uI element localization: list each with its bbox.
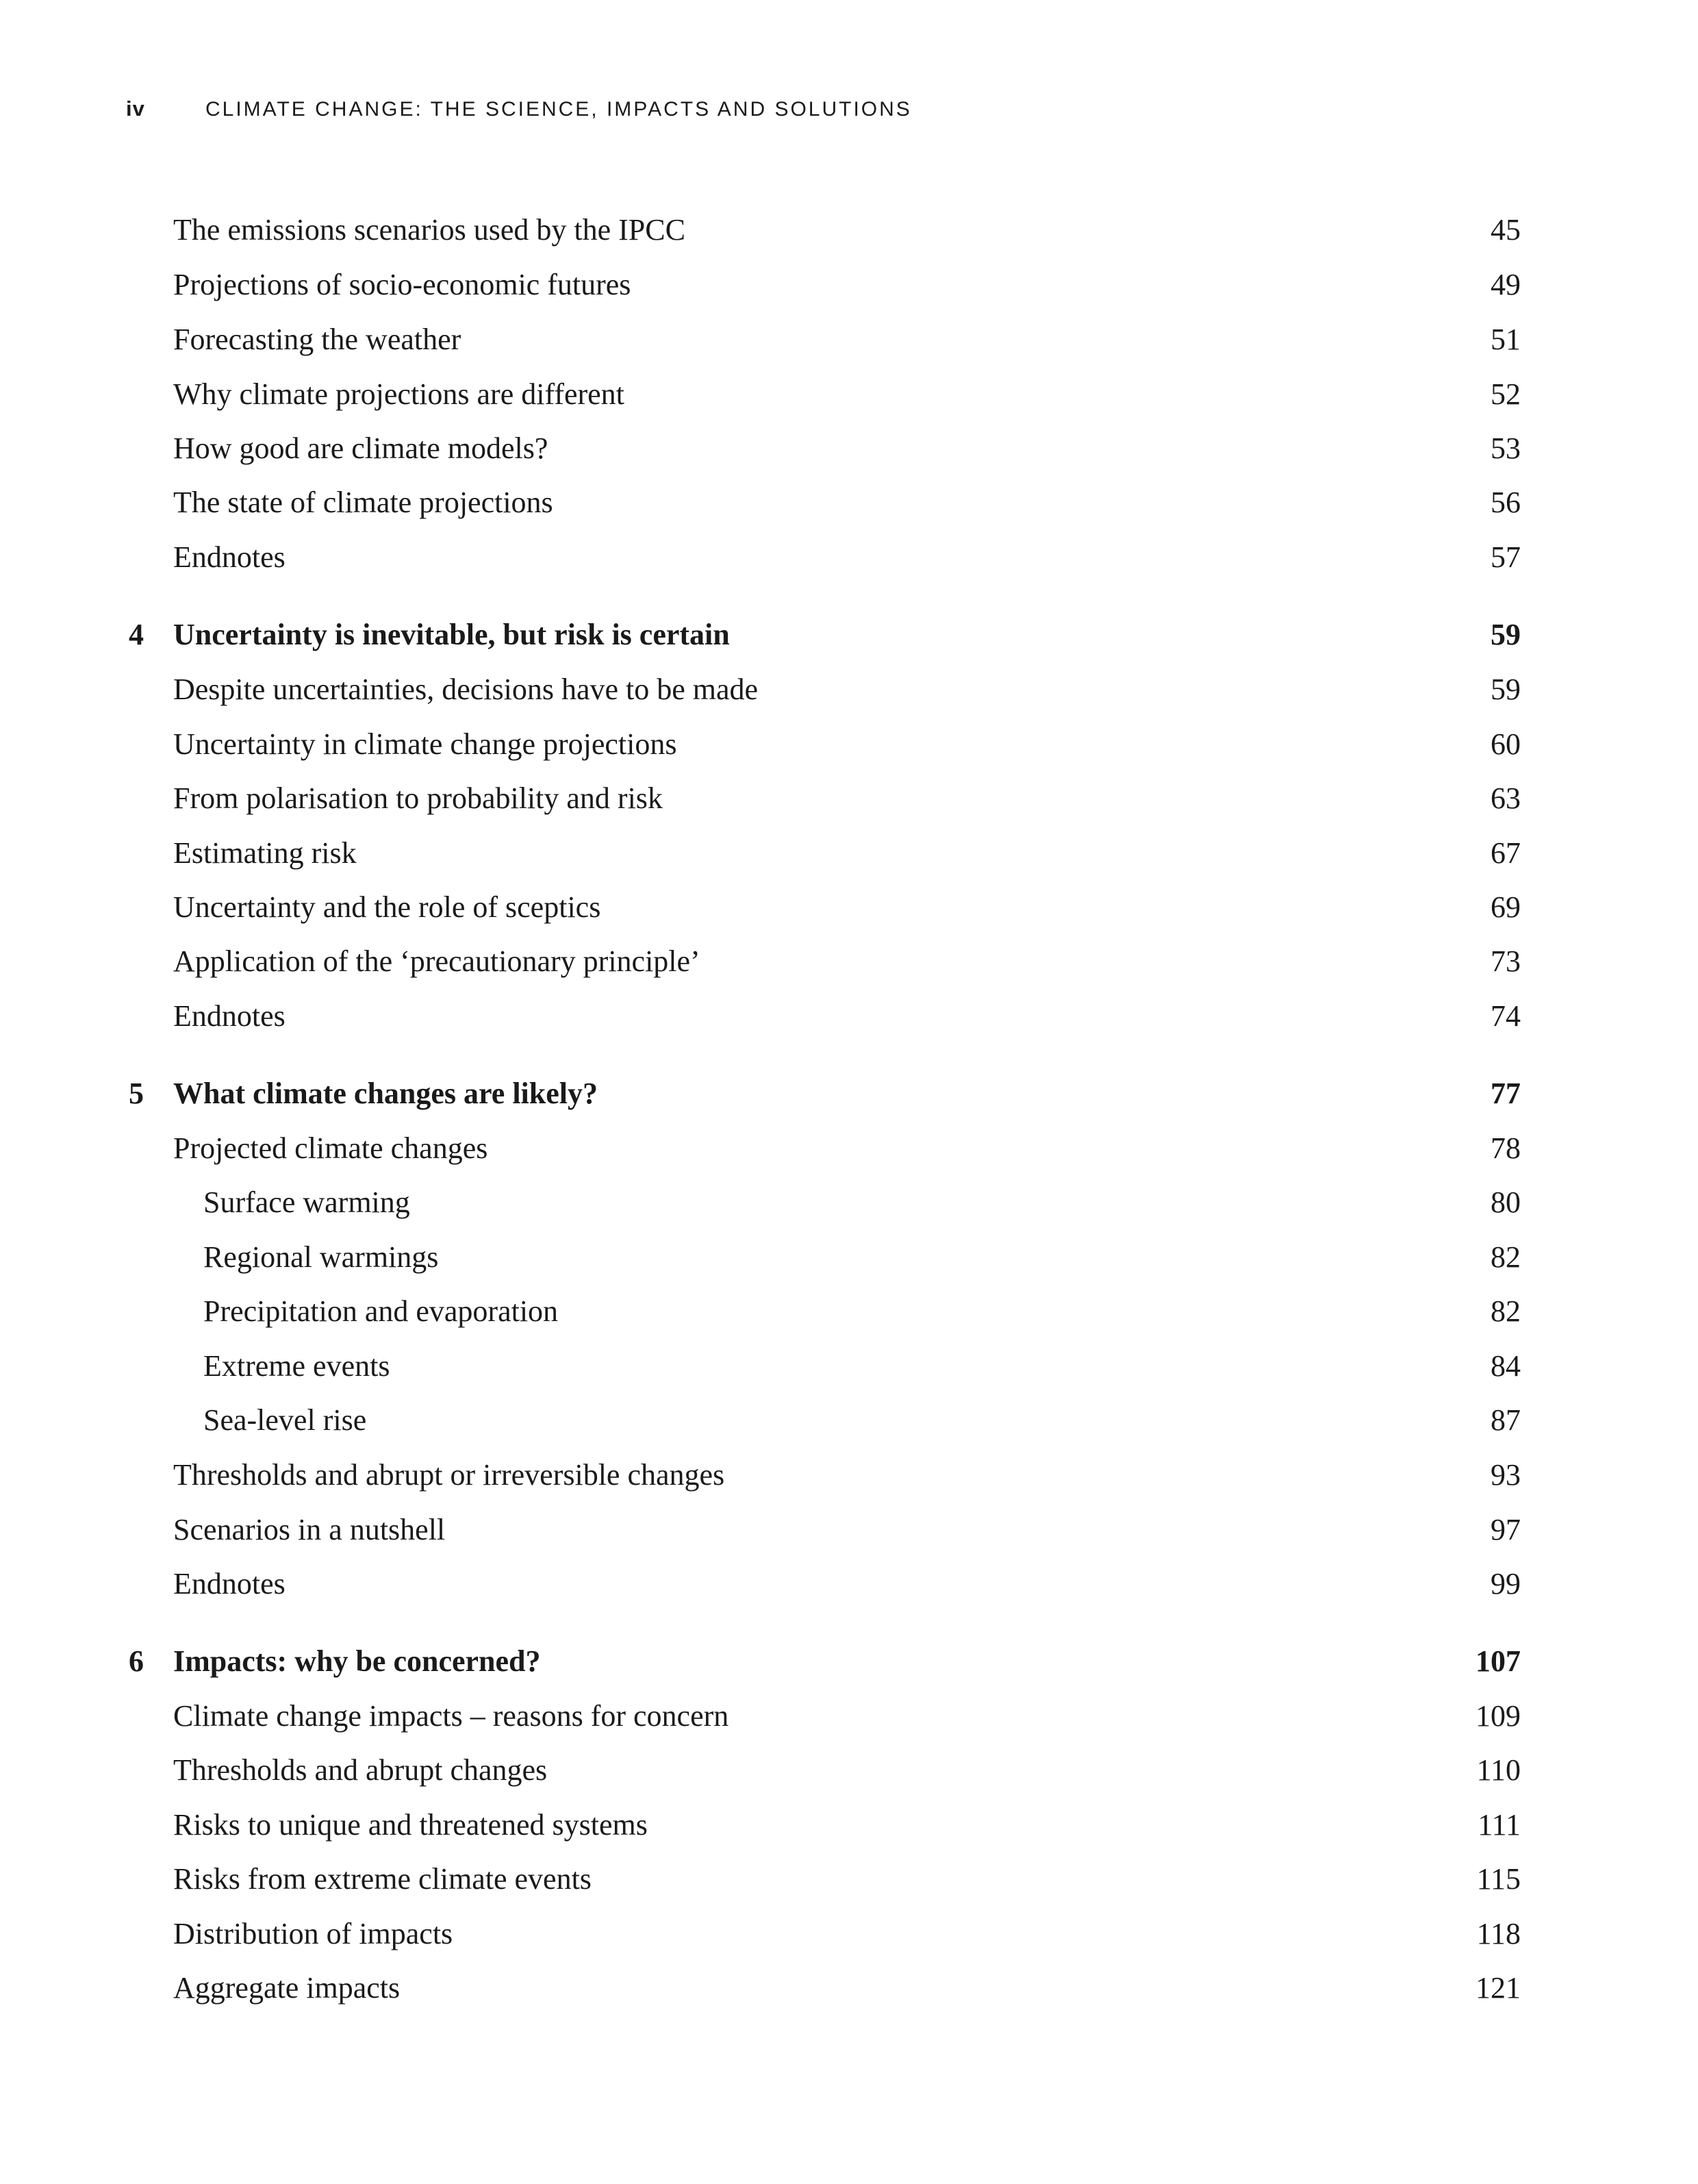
toc-entry-title: Application of the ‘precautionary principle’: [173, 944, 700, 978]
toc-entry-title: The emissions scenarios used by the IPCC: [173, 213, 685, 247]
toc-entry[interactable]: [0, 887, 1698, 928]
toc-entry[interactable]: [0, 1128, 1698, 1169]
toc-entry[interactable]: [0, 1455, 1698, 1496]
toc-entry[interactable]: [0, 1968, 1698, 2009]
toc-entry-page: 69: [1491, 890, 1521, 924]
toc-entry[interactable]: [0, 264, 1698, 305]
toc-entry-title: Risks to unique and threatened systems: [173, 1808, 648, 1842]
toc-entry[interactable]: [0, 1564, 1698, 1605]
toc-subentry[interactable]: [0, 1291, 1698, 1332]
toc-entry-title: Uncertainty in climate change projections: [173, 727, 677, 761]
toc-subentry-page: 82: [1491, 1294, 1521, 1328]
toc-entry[interactable]: [0, 1805, 1698, 1846]
toc-subentry-title: Sea-level rise: [203, 1403, 367, 1437]
toc-entry-title: Endnotes: [173, 1567, 286, 1601]
toc-subentry[interactable]: [0, 1346, 1698, 1387]
toc-entry[interactable]: [0, 1913, 1698, 1955]
toc-entry-page: 59: [1491, 673, 1521, 706]
toc-entry[interactable]: [0, 374, 1698, 415]
toc-entry-title: How good are climate models?: [173, 431, 548, 465]
toc-entry[interactable]: [0, 319, 1698, 360]
toc-subentry[interactable]: [0, 1400, 1698, 1441]
chapter-page: 77: [1491, 1077, 1521, 1110]
toc-entry-page: 93: [1491, 1458, 1521, 1492]
toc-entry-page: 56: [1491, 486, 1521, 519]
toc-entry-page: 51: [1491, 323, 1521, 356]
toc-entry[interactable]: [0, 1696, 1698, 1737]
toc-subentry[interactable]: [0, 1237, 1698, 1278]
toc-entry-page: 111: [1478, 1808, 1521, 1842]
toc-entry-page: 45: [1491, 213, 1521, 247]
toc-entry-page: 60: [1491, 727, 1521, 761]
toc-chapter-6[interactable]: [0, 1641, 1698, 1682]
toc-subentry[interactable]: [0, 1182, 1698, 1223]
toc-entry[interactable]: [0, 537, 1698, 578]
toc-subentry-page: 82: [1491, 1240, 1521, 1274]
toc-entry-title: Projections of socio-economic futures: [173, 268, 631, 301]
toc-entry-title: Uncertainty and the role of sceptics: [173, 890, 601, 924]
toc-entry-page: 67: [1491, 836, 1521, 870]
toc-entry-page: 99: [1491, 1567, 1521, 1601]
toc-subentry-title: Precipitation and evaporation: [203, 1294, 559, 1328]
page-folio: iv: [126, 97, 145, 121]
toc-entry-title: Risks from extreme climate events: [173, 1862, 592, 1896]
toc-entry-page: 97: [1491, 1513, 1521, 1546]
toc-entry-page: 52: [1491, 377, 1521, 411]
toc-entry[interactable]: [0, 210, 1698, 251]
toc-entry-page: 63: [1491, 781, 1521, 815]
running-header: [126, 97, 912, 124]
toc-subentry-page: 84: [1491, 1349, 1521, 1383]
toc-entry-page: 74: [1491, 999, 1521, 1033]
toc-entry-page: 73: [1491, 944, 1521, 978]
toc-entry-title: Aggregate impacts: [173, 1971, 401, 2005]
toc-subentry-title: Surface warming: [203, 1185, 410, 1219]
toc-entry[interactable]: [0, 1509, 1698, 1551]
chapter-number: 5: [129, 1077, 144, 1110]
toc-entry-title: Forecasting the weather: [173, 323, 461, 356]
toc-entry-page: 57: [1491, 540, 1521, 574]
toc-entry-title: Endnotes: [173, 540, 286, 574]
toc-entry-title: Endnotes: [173, 999, 286, 1033]
toc-entry-title: From polarisation to probability and risk: [173, 781, 663, 815]
chapter-number: 4: [129, 618, 144, 651]
toc-entry-page: 78: [1491, 1131, 1521, 1165]
toc-entry[interactable]: [0, 428, 1698, 469]
toc-entry-page: 49: [1491, 268, 1521, 301]
toc-entry[interactable]: [0, 996, 1698, 1037]
chapter-title: What climate changes are likely?: [173, 1077, 598, 1110]
toc-subentry-title: Extreme events: [203, 1349, 390, 1383]
toc-entry-page: 115: [1476, 1862, 1521, 1896]
toc-entry-page: 121: [1475, 1971, 1521, 2005]
toc-entry-page: 110: [1476, 1753, 1521, 1787]
toc-entry-title: Why climate projections are different: [173, 377, 624, 411]
toc-entry-title: Distribution of impacts: [173, 1917, 453, 1950]
toc-subentry-page: 87: [1491, 1403, 1521, 1437]
toc-entry[interactable]: [0, 724, 1698, 765]
toc-entry-page: 118: [1476, 1917, 1521, 1950]
toc-entry[interactable]: [0, 1859, 1698, 1900]
toc-entry-title: Thresholds and abrupt or irreversible changes: [173, 1458, 725, 1492]
chapter-title: Impacts: why be concerned?: [173, 1644, 541, 1678]
toc-entry-title: Thresholds and abrupt changes: [173, 1753, 548, 1787]
chapter-number: 6: [129, 1644, 144, 1678]
toc-entry[interactable]: [0, 669, 1698, 710]
toc-entry-title: Scenarios in a nutshell: [173, 1513, 446, 1546]
toc-entry[interactable]: [0, 482, 1698, 523]
chapter-page: 59: [1491, 618, 1521, 651]
toc-entry[interactable]: [0, 833, 1698, 874]
toc-entry[interactable]: [0, 778, 1698, 819]
toc-subentry-page: 80: [1491, 1185, 1521, 1219]
toc-entry-title: Projected climate changes: [173, 1131, 488, 1165]
toc-entry-title: The state of climate projections: [173, 486, 553, 519]
toc-entry-title: Climate change impacts – reasons for concern: [173, 1699, 729, 1733]
chapter-title: Uncertainty is inevitable, but risk is certain: [173, 618, 730, 651]
toc-chapter-5[interactable]: [0, 1073, 1698, 1114]
toc-entry[interactable]: [0, 941, 1698, 982]
chapter-page: 107: [1475, 1644, 1521, 1678]
toc-chapter-4[interactable]: [0, 614, 1698, 655]
toc-subentry-title: Regional warmings: [203, 1240, 439, 1274]
toc-entry-title: Estimating risk: [173, 836, 357, 870]
toc-entry-page: 109: [1475, 1699, 1521, 1733]
toc-entry-page: 53: [1491, 431, 1521, 465]
book-title: CLIMATE CHANGE: THE SCIENCE, IMPACTS AND SOLUTIONS: [205, 98, 912, 121]
toc-entry-title: Despite uncertainties, decisions have to be made: [173, 673, 759, 706]
toc-entry[interactable]: [0, 1750, 1698, 1791]
